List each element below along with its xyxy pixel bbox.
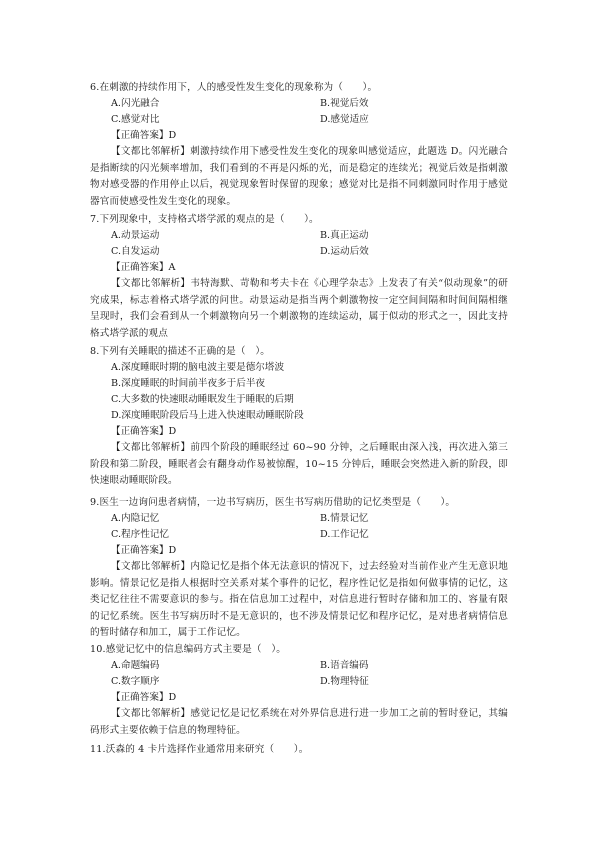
question-9: [90, 495, 508, 642]
question-stem: 8.下列有关睡眠的描述不正确的是（ ）。: [90, 346, 271, 357]
question-10: [90, 642, 508, 739]
option-d: D.工作记忆: [320, 529, 369, 540]
option-a: A.深度睡眠时期的脑电波主要是德尔塔波: [111, 362, 285, 373]
option-d: D.运动后效: [320, 246, 369, 257]
correct-answer: 【正确答案】D: [111, 692, 177, 703]
option-d: D.物理特征: [320, 676, 369, 687]
correct-answer: 【正确答案】D: [111, 426, 177, 437]
option-row: [90, 112, 508, 128]
option-row: [90, 674, 508, 690]
question-stem: 9.医生一边询问患者病情，一边书写病历，医生书写病历借助的记忆类型是（ ）。: [90, 497, 456, 508]
question-stem: 11.沃森的 4 卡片选择作业通常用来研究（ ）。: [90, 744, 309, 755]
option-c: C.自发运动: [111, 246, 160, 257]
correct-answer: 【正确答案】D: [111, 130, 177, 141]
analysis-text: 【文都比邻解析】前四个阶段的睡眠经过 60~90 分钟，之后睡眠由深入浅，再次进入第三阶段和第二阶段，睡眠者会有翻身动作易被惊醒，10~15 分钟后，睡眠会突然进入新的阶段，即快速眼动睡眠阶段。: [90, 442, 508, 486]
option-c: C.感觉对比: [111, 114, 160, 125]
option-row: [90, 658, 508, 674]
analysis-text: 【文都比邻解析】内隐记忆是指个体无法意识的情况下，过去经验对当前作业产生无意识地影响。情景记忆是指人根据时空关系对某个事件的记忆，程序性记忆是指如何做事情的记忆，这类记忆往往不需要意识的参与。指在信息加工过程中，对信息进行暂时存储和加工的、容量有限的记忆系统。医生书写病历时不是无意识的，也不涉及情景记忆和程序记忆，是对患者病情信息的暂时储存和加工，属于工作记忆。: [90, 561, 508, 638]
option-b: B.语音编码: [320, 660, 369, 671]
question-stem: 10.感觉记忆中的信息编码方式主要是（ ）。: [90, 644, 287, 655]
analysis-text: 【文都比邻解析】感觉记忆是记忆系统在对外界信息进行进一步加工之前的暂时登记，其编码形式主要依赖于信息的物理特征。: [90, 708, 508, 736]
question-stem: 6.在刺激的持续作用下，人的感受性发生变化的现象称为（ ）。: [90, 82, 378, 93]
option-b: B.真正运动: [320, 230, 369, 241]
option-d: D.深度睡眠阶段后马上进入快速眼动睡眠阶段: [111, 410, 304, 421]
question-11: [90, 742, 508, 758]
option-row: [90, 244, 508, 260]
analysis-text: 【文都比邻解析】刺激持续作用下感受性发生变化的现象叫感觉适应，此题选 D。闪光融合是指断续的闪光频率增加，我们看到的不再是闪烁的光，而是稳定的连续光；视觉后效是指刺激物对感受器的作用停止以后，视觉现象暂时保留的现象；感觉对比是指不同刺激同时作用于感觉器官而使感受性发生变化的现象。: [90, 146, 508, 207]
option-c: C.数字顺序: [111, 676, 160, 687]
option-a: A.命题编码: [111, 660, 160, 671]
analysis-text: 【文都比邻解析】韦特海默、苛勒和考夫卡在《心理学杂志》上发表了有关“似动现象”的研究成果，标志着格式塔学派的问世。动景运动是指当两个刺激物按一定空间间隔和时间间隔相继呈现时，我们会看到从一个刺激物向另一个刺激物的连续运动，属于似动的形式之一，因此支持格式塔学派的观点: [90, 278, 508, 339]
correct-answer: 【正确答案】A: [111, 262, 176, 273]
correct-answer: 【正确答案】D: [111, 545, 177, 556]
option-b: B.情景记忆: [320, 513, 369, 524]
question-7: [90, 212, 508, 342]
option-row: [90, 96, 508, 112]
option-d: D.感觉适应: [320, 114, 369, 125]
option-c: C.大多数的快速眼动睡眠发生于睡眠的后期: [111, 394, 294, 405]
question-8: [90, 344, 508, 490]
option-row: [90, 228, 508, 244]
question-6: [90, 80, 508, 210]
question-stem: 7.下列现象中，支持格式塔学派的观点的是（ ）。: [90, 214, 319, 225]
option-b: B.视觉后效: [320, 98, 369, 109]
option-a: A.内隐记忆: [111, 513, 160, 524]
option-a: A.动景运动: [111, 230, 160, 241]
option-row: [90, 527, 508, 543]
option-b: B.深度睡眠的时间前半夜多于后半夜: [111, 378, 266, 389]
option-c: C.程序性记忆: [111, 529, 170, 540]
option-a: A.闪光融合: [111, 98, 160, 109]
option-row: [90, 511, 508, 527]
